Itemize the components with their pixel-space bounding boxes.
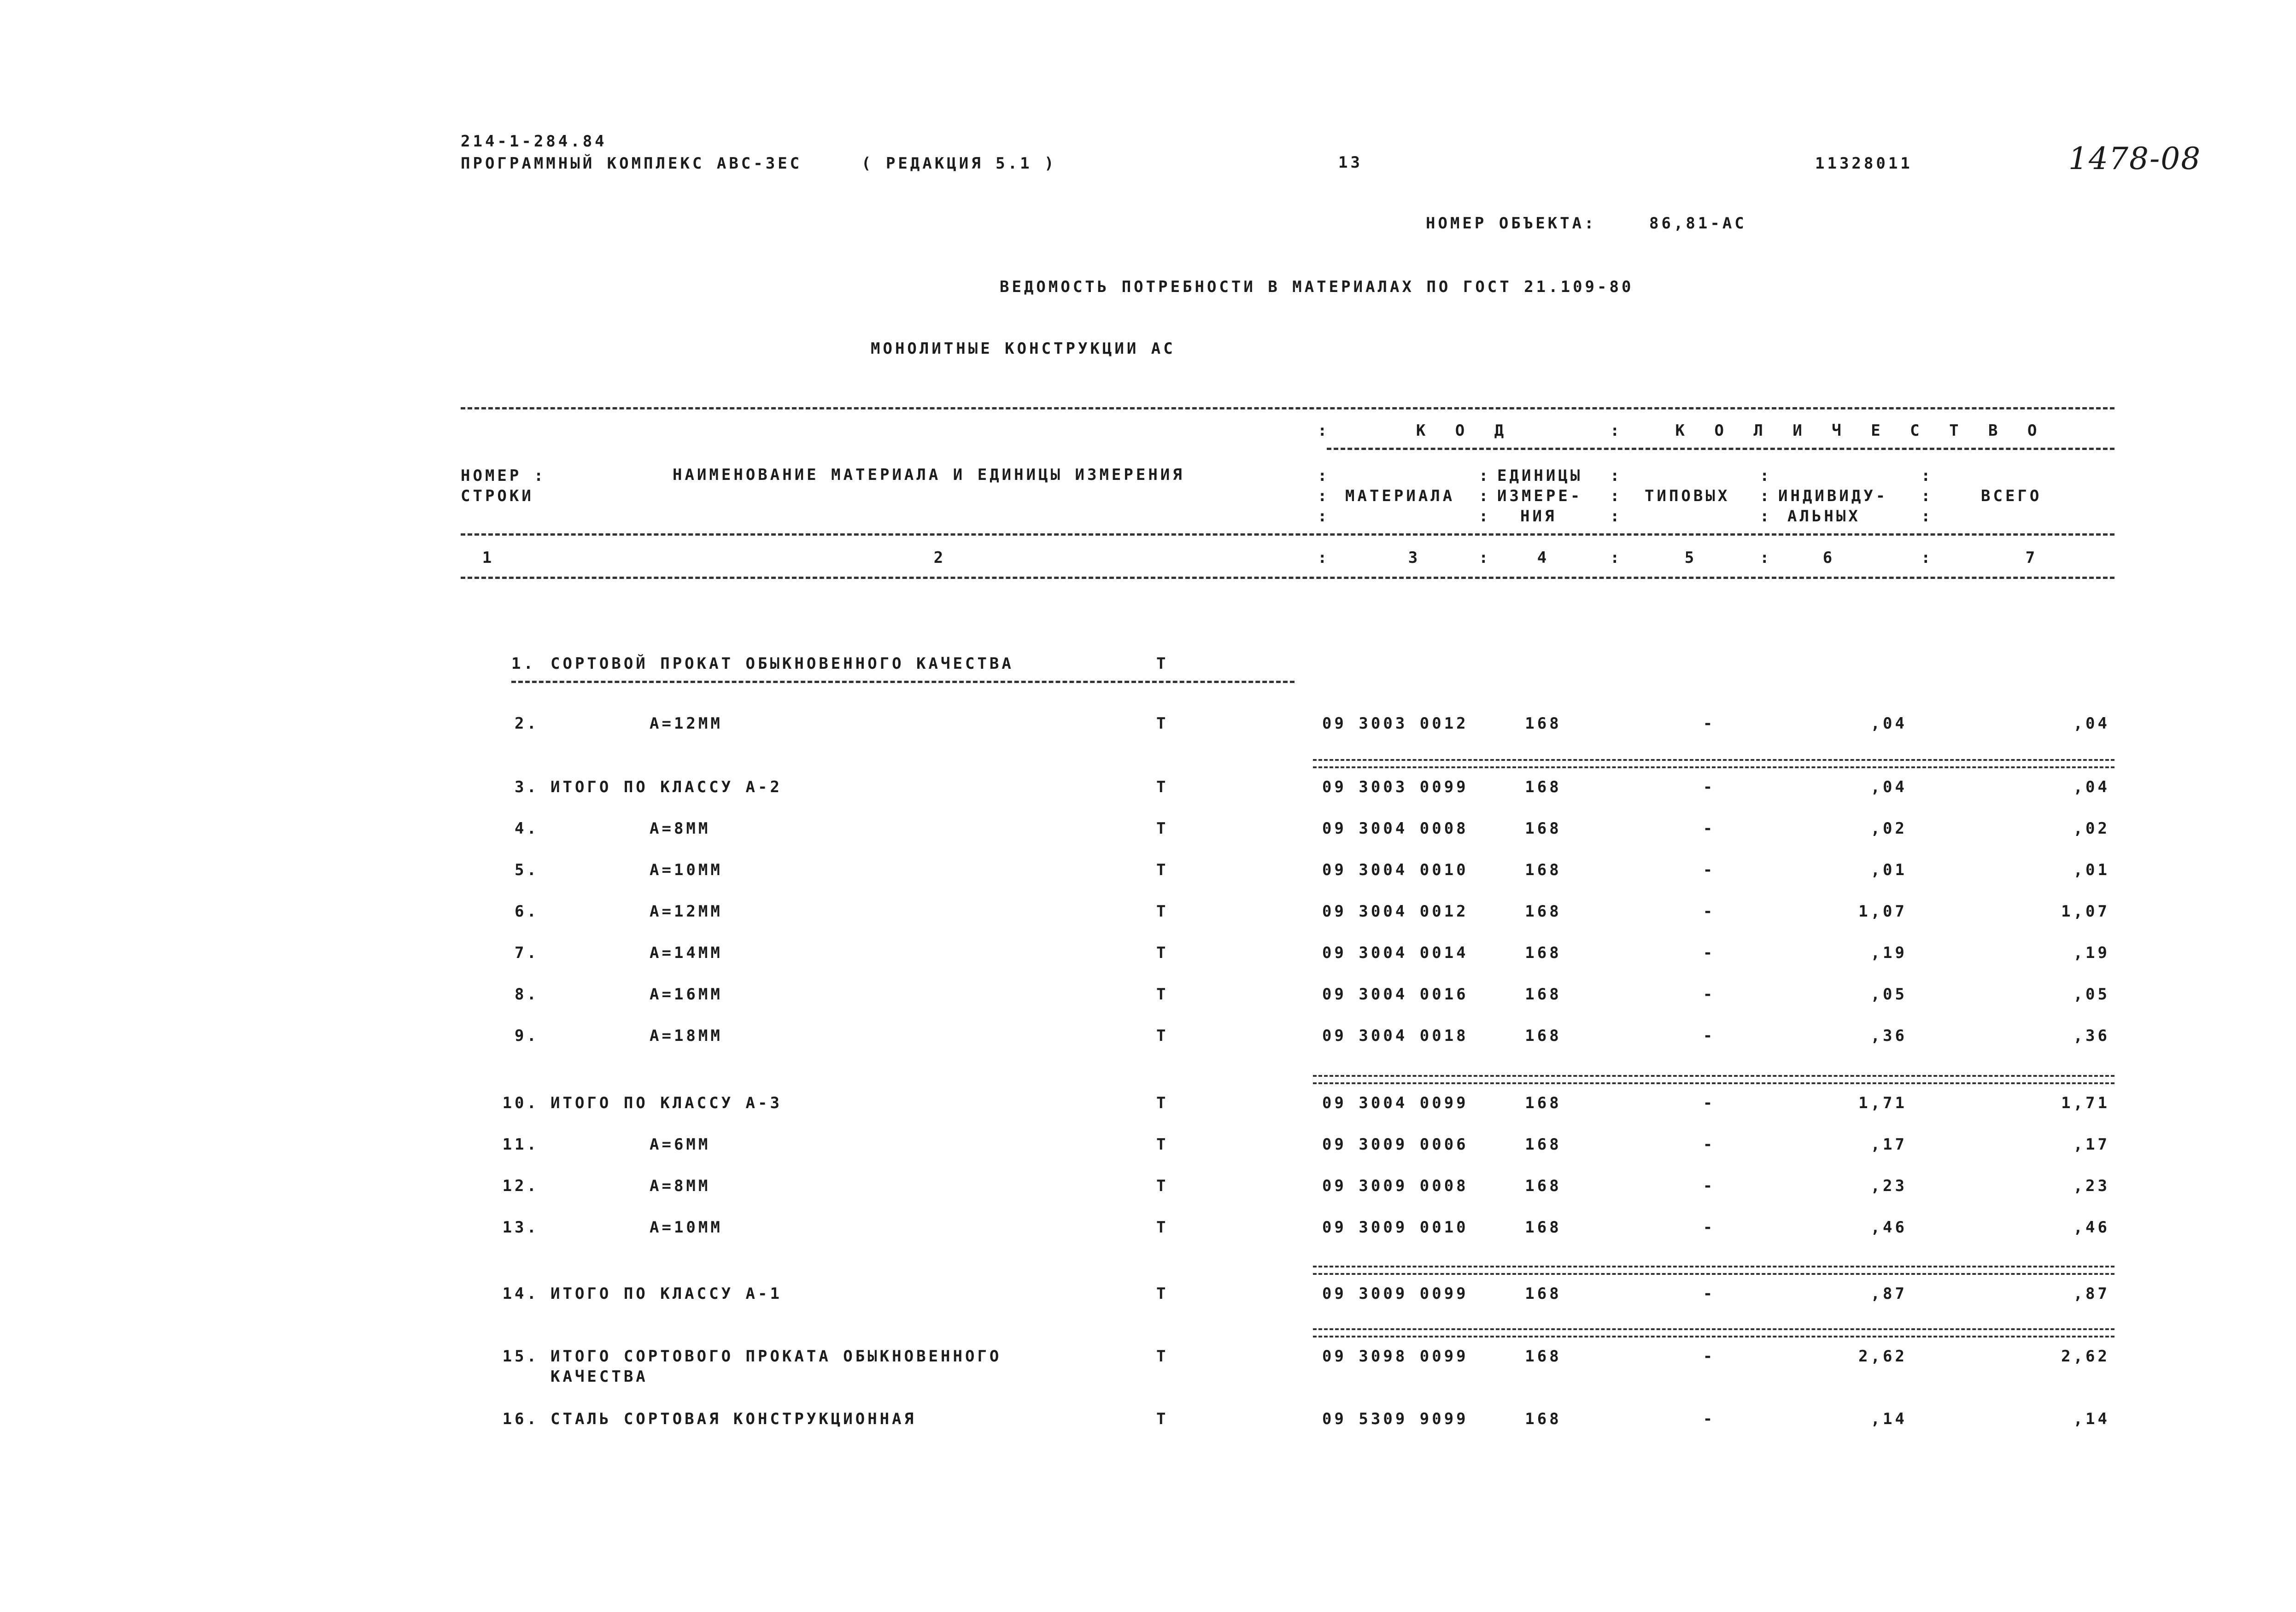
row-number: 13. <box>502 1218 539 1237</box>
individual-quantity: 2,62 <box>1858 1347 1907 1366</box>
unit-code: 168 <box>1525 861 1562 879</box>
typical-header: ТИПОВЫХ <box>1645 487 1730 505</box>
unit-of-measure: Т <box>1156 1177 1169 1195</box>
column-number-7: 7 <box>2025 549 2038 567</box>
material-name: А=10ММ <box>650 861 723 879</box>
page-number: 13 <box>1338 153 1363 172</box>
row-number: 11. <box>502 1135 539 1154</box>
material-name: А=16ММ <box>650 985 723 1004</box>
row-number-header-2: СТРОКИ <box>461 487 534 505</box>
header-rule-mid <box>461 533 2114 536</box>
total-quantity: ,19 <box>2073 944 2110 962</box>
material-name: А=8ММ <box>650 819 711 838</box>
column-number-3: 3 <box>1408 549 1421 567</box>
typical-quantity: - <box>1703 714 1716 733</box>
subtotal-separator <box>1313 1328 2114 1337</box>
unit-code: 168 <box>1525 944 1562 962</box>
total-quantity: ,23 <box>2073 1177 2110 1195</box>
unit-code: 168 <box>1525 1410 1562 1428</box>
individual-quantity: ,14 <box>1870 1410 1907 1428</box>
individual-quantity: ,04 <box>1870 714 1907 733</box>
material-code: 09 3004 0016 <box>1322 985 1469 1004</box>
individual-quantity: ,02 <box>1870 819 1907 838</box>
material-code-header: МАТЕРИАЛА <box>1345 487 1455 505</box>
unit-code: 168 <box>1525 1218 1562 1237</box>
material-name: А=18ММ <box>650 1027 723 1045</box>
document-code: 214-1-284.84 <box>461 132 607 151</box>
individual-quantity: ,05 <box>1870 985 1907 1004</box>
column-number-2: 2 <box>933 549 946 567</box>
object-label: НОМЕР ОБЪЕКТА: <box>1426 214 1597 233</box>
unit-of-measure: Т <box>1156 1410 1169 1428</box>
individual-quantity: ,36 <box>1870 1027 1907 1045</box>
individual-quantity: 1,07 <box>1858 902 1907 921</box>
table-row <box>0 862 2296 899</box>
table-row <box>0 779 2296 816</box>
unit-code-header-1: ЕДИНИЦЫ <box>1497 467 1583 485</box>
column-number-6: 6 <box>1822 549 1835 567</box>
individual-header-1: ИНДИВИДУ- <box>1778 487 1888 505</box>
material-name: А=8ММ <box>650 1177 711 1195</box>
individual-header-2: АЛЬНЫХ <box>1787 507 1861 526</box>
header-rule-bottom <box>461 577 2114 579</box>
material-code: 09 3004 0010 <box>1322 861 1469 879</box>
unit-code: 168 <box>1525 778 1562 796</box>
total-quantity: ,36 <box>2073 1027 2110 1045</box>
typical-quantity: - <box>1703 778 1716 796</box>
material-name: А=14ММ <box>650 944 723 962</box>
row-number: 2. <box>515 714 539 733</box>
individual-quantity: 1,71 <box>1858 1094 1907 1112</box>
row-number: 12. <box>502 1177 539 1195</box>
row-number: 3. <box>515 778 539 796</box>
total-quantity: ,01 <box>2073 861 2110 879</box>
table-row <box>0 1178 2296 1215</box>
section-name: СОРТОВОЙ ПРОКАТ ОБЫКНОВЕННОГО КАЧЕСТВА <box>551 654 1014 673</box>
unit-code: 168 <box>1525 714 1562 733</box>
material-name: СТАЛЬ СОРТОВАЯ КОНСТРУКЦИОННАЯ <box>551 1410 917 1428</box>
unit-of-measure: Т <box>1156 778 1169 796</box>
row-number: 15. <box>502 1347 539 1366</box>
row-number: 7. <box>515 944 539 962</box>
material-name: ИТОГО СОРТОВОГО ПРОКАТА ОБЫКНОВЕННОГО <box>551 1347 1002 1366</box>
table-row <box>0 1137 2296 1174</box>
table-row <box>0 821 2296 858</box>
unit-of-measure: Т <box>1156 1347 1169 1366</box>
column-number-5: 5 <box>1684 549 1697 567</box>
material-name-continued: КАЧЕСТВА <box>551 1367 648 1386</box>
unit-of-measure: Т <box>1156 944 1169 962</box>
table-row <box>0 945 2296 982</box>
typical-quantity: - <box>1703 1410 1716 1428</box>
row-number: 6. <box>515 902 539 921</box>
material-code: 09 3009 0010 <box>1322 1218 1469 1237</box>
typical-quantity: - <box>1703 944 1716 962</box>
material-name-header: НАИМЕНОВАНИЕ МАТЕРИАЛА И ЕДИНИЦЫ ИЗМЕРЕНИЯ <box>673 466 1185 484</box>
unit-code: 168 <box>1525 1347 1562 1366</box>
unit-of-measure: Т <box>1156 861 1169 879</box>
individual-quantity: ,17 <box>1870 1135 1907 1154</box>
individual-quantity: ,19 <box>1870 944 1907 962</box>
column-number-1: 1 <box>482 549 495 567</box>
material-code: 09 3004 0008 <box>1322 819 1469 838</box>
table-row <box>0 1349 2296 1385</box>
typical-quantity: - <box>1703 1285 1716 1303</box>
material-code: 09 3003 0099 <box>1322 778 1469 796</box>
total-quantity: 2,62 <box>2061 1347 2110 1366</box>
unit-code: 168 <box>1525 902 1562 921</box>
unit-code: 168 <box>1525 1135 1562 1154</box>
material-code: 09 3004 0099 <box>1322 1094 1469 1112</box>
edition-label: ( РЕДАКЦИЯ 5.1 ) <box>861 154 1057 173</box>
header-rule-group <box>1327 448 2114 450</box>
total-quantity: ,05 <box>2073 985 2110 1004</box>
unit-of-measure: Т <box>1156 1285 1169 1303</box>
total-quantity: 1,71 <box>2061 1094 2110 1112</box>
total-quantity: ,87 <box>2073 1285 2110 1303</box>
material-name: А=12ММ <box>650 714 723 733</box>
total-quantity: ,17 <box>2073 1135 2110 1154</box>
unit-code: 168 <box>1525 819 1562 838</box>
material-name: ИТОГО ПО КЛАССУ А-2 <box>551 778 782 796</box>
unit-of-measure: Т <box>1156 1094 1169 1112</box>
typical-quantity: - <box>1703 985 1716 1004</box>
object-number: 86,81-АС <box>1649 214 1747 233</box>
unit-code: 168 <box>1525 1027 1562 1045</box>
typical-quantity: - <box>1703 1135 1716 1154</box>
row-number: 5. <box>515 861 539 879</box>
unit-of-measure: Т <box>1156 1135 1169 1154</box>
unit-of-measure: Т <box>1156 819 1169 838</box>
typical-quantity: - <box>1703 861 1716 879</box>
total-quantity: ,46 <box>2073 1218 2110 1237</box>
typical-quantity: - <box>1703 1177 1716 1195</box>
row-number: 8. <box>515 985 539 1004</box>
material-code: 09 3003 0012 <box>1322 714 1469 733</box>
unit-of-measure: Т <box>1156 714 1169 733</box>
material-code: 09 3009 0006 <box>1322 1135 1469 1154</box>
row-number: 9. <box>515 1027 539 1045</box>
table-row <box>0 1095 2296 1132</box>
material-code: 09 3009 0008 <box>1322 1177 1469 1195</box>
table-row <box>0 716 2296 753</box>
unit-of-measure: Т <box>1156 1218 1169 1237</box>
section-number: 1. <box>511 654 536 673</box>
table-row <box>0 1286 2296 1323</box>
individual-quantity: ,23 <box>1870 1177 1907 1195</box>
material-name: А=6ММ <box>650 1135 711 1154</box>
typical-quantity: - <box>1703 1218 1716 1237</box>
table-row <box>0 1220 2296 1256</box>
material-code: 09 3004 0014 <box>1322 944 1469 962</box>
subtotal-separator <box>1313 1266 2114 1275</box>
section-unit: Т <box>1156 654 1169 673</box>
typical-quantity: - <box>1703 1094 1716 1112</box>
individual-quantity: ,01 <box>1870 861 1907 879</box>
row-number: 14. <box>502 1285 539 1303</box>
table-row <box>0 904 2296 940</box>
handwritten-note: 1478-08 <box>2068 141 2202 176</box>
material-code: 09 3004 0018 <box>1322 1027 1469 1045</box>
typical-quantity: - <box>1703 902 1716 921</box>
material-code: 09 5309 9099 <box>1322 1410 1469 1428</box>
total-quantity: 1,07 <box>2061 902 2110 921</box>
table-row <box>0 987 2296 1023</box>
row-number: 16. <box>502 1410 539 1428</box>
row-number: 10. <box>502 1094 539 1112</box>
unit-code: 168 <box>1525 1285 1562 1303</box>
row-number: 4. <box>515 819 539 838</box>
subtotal-separator <box>1313 1075 2114 1084</box>
unit-code: 168 <box>1525 1177 1562 1195</box>
unit-of-measure: Т <box>1156 985 1169 1004</box>
material-code: 09 3004 0012 <box>1322 902 1469 921</box>
document-title: ВЕДОМОСТЬ ПОТРЕБНОСТИ В МАТЕРИАЛАХ ПО ГОСТ 21.109-80 <box>1000 278 1634 296</box>
material-code: 09 3098 0099 <box>1322 1347 1469 1366</box>
unit-code: 168 <box>1525 985 1562 1004</box>
individual-quantity: ,87 <box>1870 1285 1907 1303</box>
header-rule-top <box>461 407 2114 409</box>
material-name: А=12ММ <box>650 902 723 921</box>
quantity-group-label: К О Л И Ч Е С Т В О <box>1675 421 2047 440</box>
individual-quantity: ,46 <box>1870 1218 1907 1237</box>
total-quantity: ,02 <box>2073 819 2110 838</box>
total-quantity: ,14 <box>2073 1410 2110 1428</box>
code-group-label: К О Д <box>1416 421 1514 440</box>
section-underline <box>511 681 1294 683</box>
material-name: ИТОГО ПО КЛАССУ А-3 <box>551 1094 782 1112</box>
table-row <box>0 1028 2296 1065</box>
program-name: ПРОГРАММНЫЙ КОМПЛЕКС АВС-ЗЕС <box>461 154 802 173</box>
total-header: ВСЕГО <box>1981 487 2042 505</box>
column-number-4: 4 <box>1537 549 1550 567</box>
material-name: ИТОГО ПО КЛАССУ А-1 <box>551 1285 782 1303</box>
material-name: А=10ММ <box>650 1218 723 1237</box>
subtotal-separator <box>1313 759 2114 768</box>
unit-code: 168 <box>1525 1094 1562 1112</box>
typical-quantity: - <box>1703 819 1716 838</box>
unit-of-measure: Т <box>1156 902 1169 921</box>
document-number: 11328011 <box>1815 154 1913 173</box>
document-subtitle: МОНОЛИТНЫЕ КОНСТРУКЦИИ АС <box>871 339 1176 358</box>
material-code: 09 3009 0099 <box>1322 1285 1469 1303</box>
total-quantity: ,04 <box>2073 778 2110 796</box>
table-row <box>0 1411 2296 1448</box>
unit-code-header-3: НИЯ <box>1520 507 1557 526</box>
row-number-header: НОМЕР : <box>461 467 546 485</box>
total-quantity: ,04 <box>2073 714 2110 733</box>
unit-of-measure: Т <box>1156 1027 1169 1045</box>
typical-quantity: - <box>1703 1347 1716 1366</box>
typical-quantity: - <box>1703 1027 1716 1045</box>
individual-quantity: ,04 <box>1870 778 1907 796</box>
unit-code-header-2: ИЗМЕРЕ- <box>1497 487 1583 505</box>
